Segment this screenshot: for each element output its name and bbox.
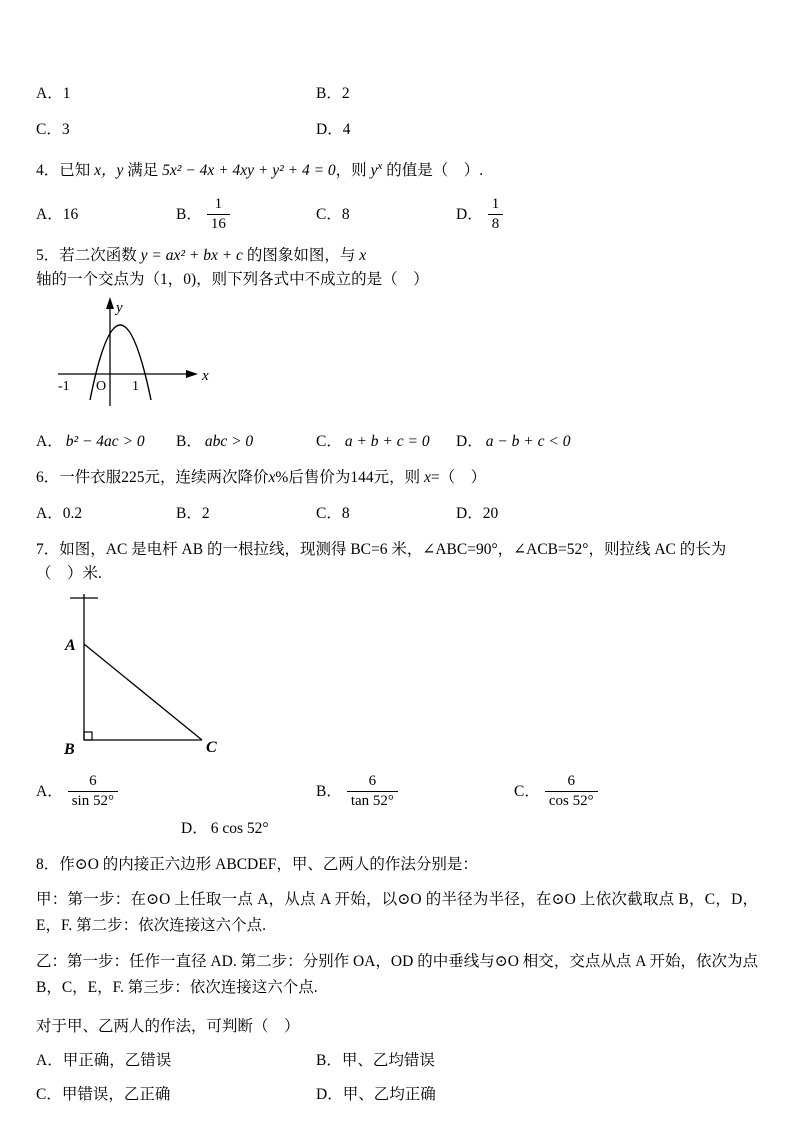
- x-axis-label: x: [202, 368, 209, 385]
- q4-option-b: [176, 195, 316, 234]
- stem-text: =（ ）: [430, 469, 487, 487]
- fraction-denominator: 8: [488, 214, 504, 234]
- q4-option-c: C．8: [316, 205, 350, 223]
- guy-wire-line: [84, 644, 202, 740]
- stem-math: x: [268, 469, 276, 487]
- stem-math: y: [370, 162, 378, 180]
- question-5-figure: [50, 294, 758, 422]
- fraction-denominator: tan 52°: [347, 791, 398, 811]
- question-7-options: [36, 772, 758, 811]
- fraction-numerator: 6: [368, 773, 377, 790]
- option-label: D．: [181, 820, 208, 838]
- question-3-option-row-2: [36, 118, 758, 142]
- q3-option-b: B．2: [316, 85, 350, 102]
- fraction: [347, 772, 398, 811]
- q8-method-jia: 甲：第一步：在⊙O 上任取一点 A，从点 A 开始，以⊙O 的半径为半径，在⊙O 上依次截取点 B，C，D，E，F. 第二步：依次连接这六个点.: [36, 891, 758, 935]
- stem-text: 5．若二次函数: [36, 247, 141, 265]
- point-a-label: A: [65, 637, 76, 655]
- y-axis-label: y: [116, 300, 123, 317]
- q3-option-a: A．1: [36, 85, 71, 102]
- stem-math: y = ax² + bx + c: [140, 247, 243, 265]
- option-label: C．: [316, 433, 342, 451]
- x-axis-arrow: [186, 370, 198, 378]
- question-3-option-row-1: [36, 82, 758, 106]
- question-8-option-row-2: [36, 1083, 758, 1107]
- q4-option-d: [456, 195, 596, 234]
- question-4-options: [36, 195, 758, 234]
- q8-option-b: B．甲、乙均错误: [316, 1052, 435, 1070]
- right-angle-mark: [84, 732, 92, 740]
- pole-figure: [50, 588, 250, 756]
- option-label: A．: [36, 782, 63, 800]
- question-5-stem: [36, 244, 758, 292]
- tick-label-neg1: -1: [58, 379, 70, 395]
- q6-option-b: B．2: [176, 505, 210, 523]
- fraction-denominator: cos 52°: [545, 791, 598, 811]
- fraction-numerator: 6: [567, 773, 575, 790]
- option-label: B．: [316, 782, 342, 800]
- stem-text: 8．作⊙O 的内接正六边形 ABCDEF，甲、乙两人的作法分别是：: [36, 856, 478, 874]
- fraction: [68, 772, 118, 811]
- stem-text: 满足: [123, 162, 163, 180]
- question-5-options: [36, 430, 758, 454]
- fraction-numerator: 1: [214, 196, 223, 213]
- fraction: [545, 772, 598, 811]
- q7-option-c: [514, 772, 600, 811]
- q6-option-d: D．20: [456, 505, 499, 523]
- q7-option-b: [316, 772, 514, 811]
- option-math: a + b + c = 0: [344, 433, 430, 451]
- option-math: abc > 0: [204, 433, 254, 451]
- fraction-denominator: sin 52°: [68, 791, 118, 811]
- stem-text: 4．已知: [36, 162, 95, 180]
- q4-option-a: A．16: [36, 205, 79, 223]
- option-label: B．: [176, 205, 202, 223]
- question-7-stem: [36, 538, 758, 586]
- q5-option-d: [456, 430, 596, 454]
- question-7-figure: [50, 588, 758, 764]
- fraction-denominator: 16: [207, 214, 230, 234]
- q5-option-c: [316, 430, 456, 454]
- stem-text: 的值是（ ）.: [382, 162, 484, 180]
- fraction-numerator: 6: [89, 773, 97, 790]
- q6-option-a: A．0.2: [36, 505, 83, 523]
- parabola-figure: [50, 294, 220, 414]
- origin-label: O: [96, 379, 107, 395]
- stem-text: ，则: [335, 162, 371, 180]
- fraction: [207, 195, 230, 234]
- option-label: D．: [456, 433, 483, 451]
- q8-method-yi: 乙：第一步：任作一直径 AD. 第二步：分别作 OA，OD 的中垂线与⊙O 相交，交点从点 A 开始，依次为点 B，C，E，F. 第三步：依次连接这六个点.: [36, 953, 758, 997]
- q8-option-a: A．甲正确，乙错误: [36, 1052, 172, 1070]
- stem-text: 6．一件衣服225元，连续两次降价: [36, 469, 269, 487]
- stem-math: x: [359, 247, 367, 265]
- question-6-stem: [36, 466, 758, 490]
- tick-label-1: 1: [132, 379, 139, 395]
- stem-text: %后售价为144元，则: [275, 469, 424, 487]
- q3-option-c: C．3: [36, 121, 70, 138]
- question-8-option-row-1: [36, 1049, 758, 1073]
- q7-option-d: [181, 817, 758, 841]
- q3-option-d: D．4: [316, 121, 351, 138]
- q8-option-c: C．甲错误，乙正确: [36, 1086, 171, 1104]
- question-4-stem: [36, 154, 758, 183]
- stem-text: 的图象如图，与: [242, 247, 360, 265]
- q5-option-b: [176, 430, 316, 454]
- q7-option-a: [36, 772, 316, 811]
- point-b-label: B: [64, 741, 75, 757]
- option-label: C．: [514, 782, 540, 800]
- option-math: 6 cos 52°: [210, 820, 269, 838]
- option-label: A．: [36, 433, 63, 451]
- stem-math: x，y: [94, 162, 124, 180]
- q8-option-d: D．甲、乙均正确: [316, 1086, 436, 1104]
- q6-option-c: C．8: [316, 505, 350, 523]
- option-math: a − b + c < 0: [485, 433, 571, 451]
- question-8-stem: [36, 853, 758, 877]
- fraction: [488, 195, 504, 234]
- stem-math: 5x² − 4x + 4xy + y² + 4 = 0: [162, 162, 336, 180]
- q5-option-a: [36, 430, 176, 454]
- stem-text: 轴的一个交点为（1，0)，则下列各式中不成立的是（ ）: [36, 271, 429, 289]
- option-label: B．: [176, 433, 202, 451]
- option-label: D．: [456, 205, 483, 223]
- y-axis-arrow: [106, 297, 114, 309]
- stem-text: 7．如图，AC 是电杆 AB 的一根拉线，现测得 BC=6 米，∠ABC=90°，∠ACB=52°，则拉线 AC 的长为（ ）米.: [36, 541, 727, 583]
- point-c-label: C: [206, 739, 217, 757]
- fraction-numerator: 1: [491, 196, 500, 213]
- question-6-options: [36, 502, 758, 526]
- stem-math: x: [423, 469, 431, 487]
- q8-judge-prompt: 对于甲、乙两人的作法，可判断（ ）: [36, 1018, 300, 1036]
- option-math: b² − 4ac > 0: [65, 433, 145, 451]
- stem-math-superscript: x: [377, 160, 383, 172]
